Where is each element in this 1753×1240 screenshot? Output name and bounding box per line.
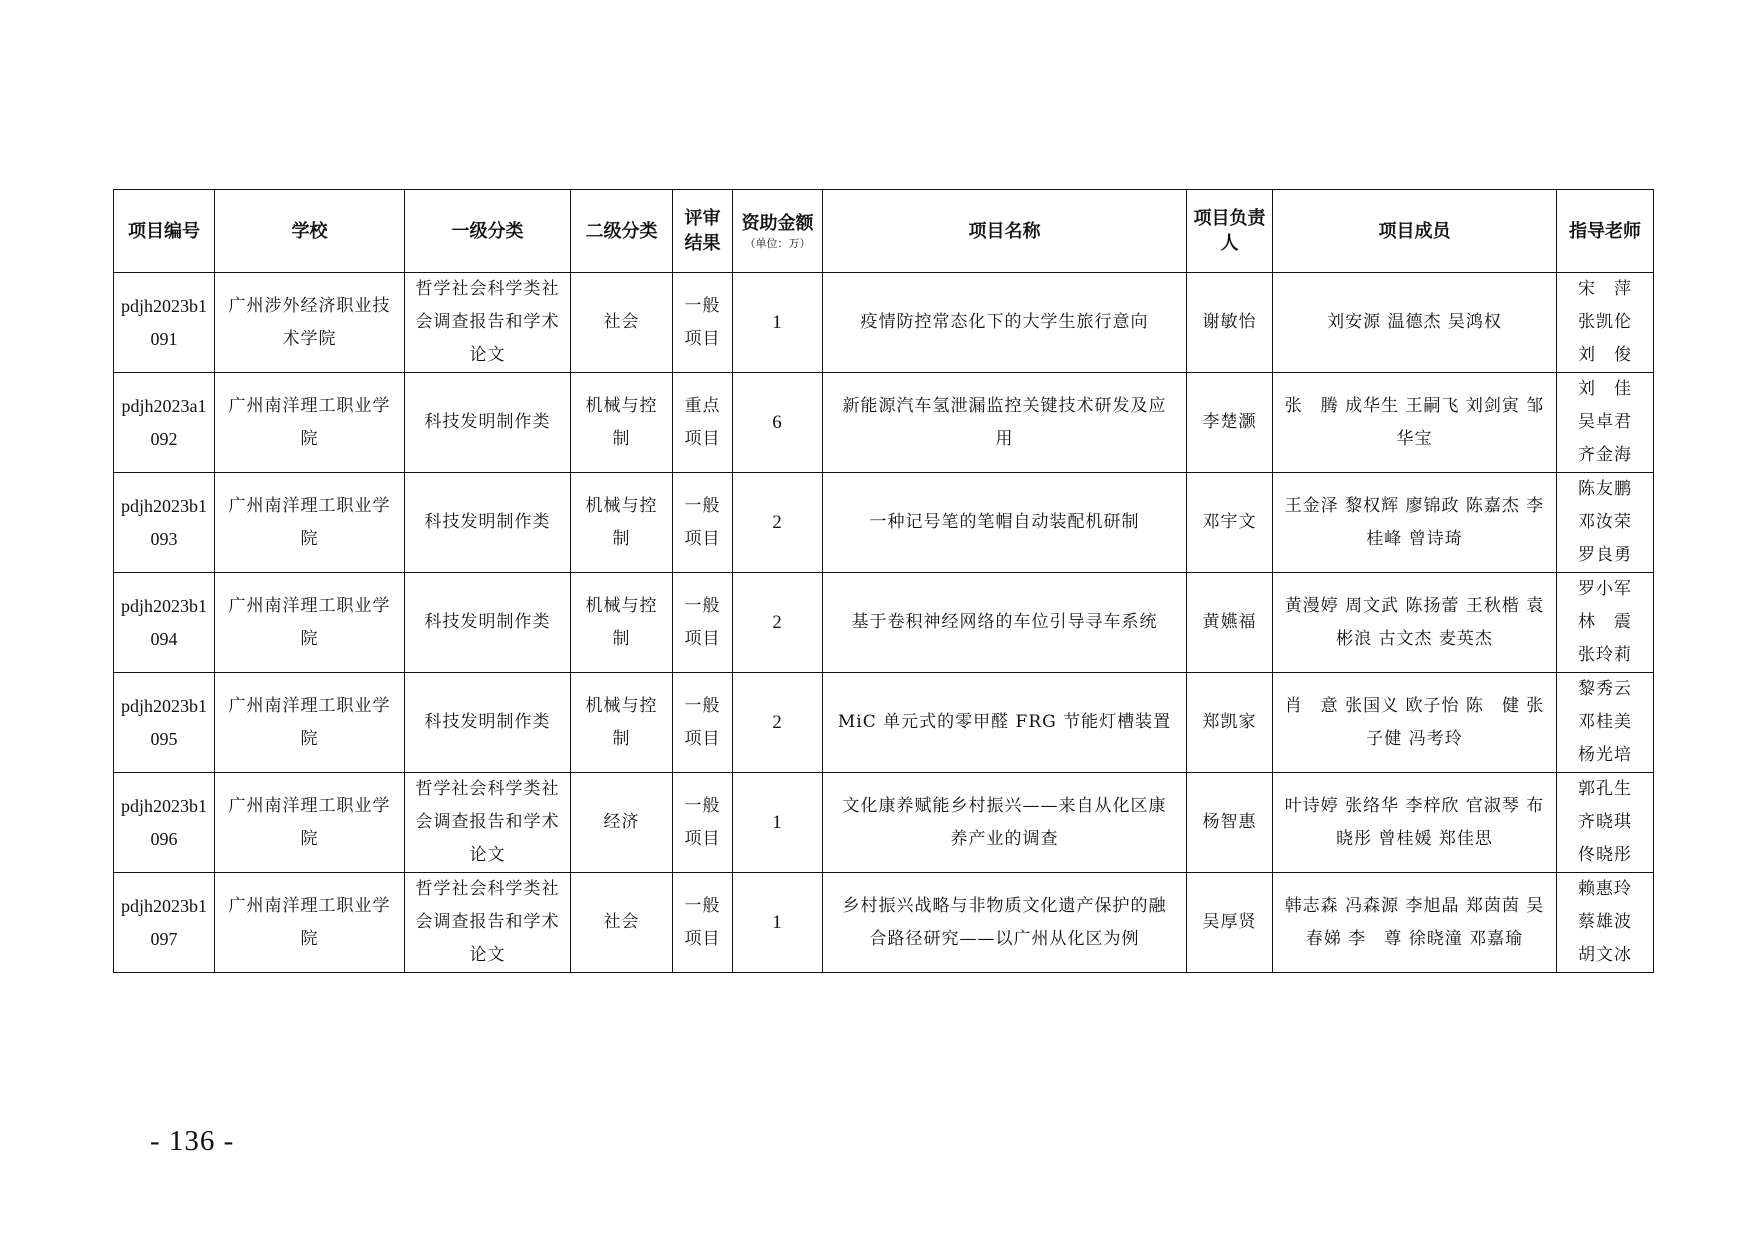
teacher-name: 张玲莉	[1578, 645, 1632, 665]
cell-category2: 机械与控制	[571, 373, 673, 473]
cell-amount: 6	[733, 373, 823, 473]
teacher-name: 胡文冰	[1578, 945, 1632, 965]
cell-leader: 谢敏怡	[1187, 273, 1273, 373]
cell-project-name: 基于卷积神经网络的车位引导寻车系统	[823, 573, 1187, 673]
cell-members: 叶诗婷 张络华 李梓欣 官淑琴 布晓彤 曾桂媛 郑佳思	[1273, 773, 1557, 873]
cell-code: pdjh2023b1093	[114, 473, 215, 573]
header-code: 项目编号	[114, 190, 215, 273]
project-table-container	[113, 189, 1653, 973]
table-row	[114, 873, 1654, 973]
teacher-name: 邓汝荣	[1578, 512, 1632, 532]
cell-category2: 社会	[571, 873, 673, 973]
cell-leader: 吴厚贤	[1187, 873, 1273, 973]
cell-category1: 哲学社会科学类社会调查报告和学术论文	[405, 873, 571, 973]
cell-school: 广州涉外经济职业技术学院	[215, 273, 405, 373]
cell-result: 重点项目	[673, 373, 733, 473]
table-row	[114, 273, 1654, 373]
cell-amount: 2	[733, 573, 823, 673]
cell-category1: 哲学社会科学类社会调查报告和学术论文	[405, 773, 571, 873]
cell-leader: 邓宇文	[1187, 473, 1273, 573]
table-row	[114, 473, 1654, 573]
cell-category1: 科技发明制作类	[405, 373, 571, 473]
cell-category1: 哲学社会科学类社会调查报告和学术论文	[405, 273, 571, 373]
teacher-name: 齐晓琪	[1578, 812, 1632, 832]
teacher-name: 佟晓彤	[1578, 845, 1632, 865]
teacher-name: 赖惠玲	[1578, 879, 1632, 899]
cell-code: pdjh2023b1097	[114, 873, 215, 973]
cell-result: 一般项目	[673, 473, 733, 573]
teacher-name: 吴卓君	[1578, 412, 1632, 432]
cell-code: pdjh2023b1096	[114, 773, 215, 873]
cell-teachers	[1557, 873, 1654, 973]
cell-result: 一般项目	[673, 573, 733, 673]
cell-project-name: 新能源汽车氢泄漏监控关键技术研发及应用	[823, 373, 1187, 473]
teacher-name: 杨光培	[1578, 745, 1632, 765]
header-result: 评审结果	[673, 190, 733, 273]
teacher-name: 邓桂美	[1578, 712, 1632, 732]
teacher-name: 罗良勇	[1578, 545, 1632, 565]
project-table	[113, 189, 1654, 973]
cell-teachers	[1557, 673, 1654, 773]
teacher-name: 齐金海	[1578, 445, 1632, 465]
cell-leader: 杨智惠	[1187, 773, 1273, 873]
cell-leader: 李楚灏	[1187, 373, 1273, 473]
cell-school: 广州南洋理工职业学院	[215, 673, 405, 773]
cell-category1: 科技发明制作类	[405, 473, 571, 573]
cell-teachers	[1557, 473, 1654, 573]
cell-category2: 机械与控制	[571, 573, 673, 673]
cell-category2: 社会	[571, 273, 673, 373]
header-teachers: 指导老师	[1557, 190, 1654, 273]
teacher-name: 郭孔生	[1578, 779, 1632, 799]
cell-result: 一般项目	[673, 773, 733, 873]
header-leader: 项目负责人	[1187, 190, 1273, 273]
teacher-name: 张凯伦	[1578, 312, 1632, 332]
teacher-name: 黎秀云	[1578, 679, 1632, 699]
cell-teachers	[1557, 573, 1654, 673]
header-amount	[733, 190, 823, 273]
header-category2: 二级分类	[571, 190, 673, 273]
cell-code: pdjh2023a1092	[114, 373, 215, 473]
teacher-name: 林 震	[1578, 612, 1632, 632]
cell-result: 一般项目	[673, 673, 733, 773]
cell-members: 肖 意 张国义 欧子怡 陈 健 张子健 冯考玲	[1273, 673, 1557, 773]
table-row	[114, 673, 1654, 773]
cell-teachers	[1557, 273, 1654, 373]
cell-project-name: 一种记号笔的笔帽自动装配机研制	[823, 473, 1187, 573]
header-amount-label: 资助金额	[741, 212, 814, 234]
cell-category2: 机械与控制	[571, 673, 673, 773]
teacher-name: 刘 俊	[1578, 345, 1632, 365]
cell-code: pdjh2023b1091	[114, 273, 215, 373]
table-row	[114, 773, 1654, 873]
cell-members: 王金泽 黎权辉 廖锦政 陈嘉杰 李桂峰 曾诗琦	[1273, 473, 1557, 573]
table-header-row	[114, 190, 1654, 273]
cell-teachers	[1557, 773, 1654, 873]
header-amount-unit: （单位：万）	[744, 236, 811, 250]
cell-school: 广州南洋理工职业学院	[215, 473, 405, 573]
cell-project-name: MiC 单元式的零甲醛 FRG 节能灯槽装置	[823, 673, 1187, 773]
cell-project-name: 疫情防控常态化下的大学生旅行意向	[823, 273, 1187, 373]
header-school: 学校	[215, 190, 405, 273]
cell-project-name: 乡村振兴战略与非物质文化遗产保护的融合路径研究——以广州从化区为例	[823, 873, 1187, 973]
cell-amount: 1	[733, 773, 823, 873]
table-row	[114, 373, 1654, 473]
cell-school: 广州南洋理工职业学院	[215, 873, 405, 973]
teacher-name: 宋 萍	[1578, 279, 1632, 299]
cell-school: 广州南洋理工职业学院	[215, 573, 405, 673]
cell-result: 一般项目	[673, 873, 733, 973]
cell-category2: 经济	[571, 773, 673, 873]
cell-category1: 科技发明制作类	[405, 573, 571, 673]
header-members: 项目成员	[1273, 190, 1557, 273]
cell-leader: 郑凯家	[1187, 673, 1273, 773]
cell-leader: 黄嬿福	[1187, 573, 1273, 673]
teacher-name: 陈友鹏	[1578, 479, 1632, 499]
cell-category2: 机械与控制	[571, 473, 673, 573]
cell-members: 黄漫婷 周文武 陈扬蕾 王秋楷 袁彬浪 古文杰 麦英杰	[1273, 573, 1557, 673]
cell-result: 一般项目	[673, 273, 733, 373]
cell-amount: 2	[733, 473, 823, 573]
page-number: - 136 -	[150, 1125, 235, 1157]
cell-code: pdjh2023b1095	[114, 673, 215, 773]
cell-project-name: 文化康养赋能乡村振兴——来自从化区康养产业的调查	[823, 773, 1187, 873]
cell-members: 韩志森 冯森源 李旭晶 郑茵茵 吴春娣 李 尊 徐晓潼 邓嘉瑜	[1273, 873, 1557, 973]
cell-members: 张 腾 成华生 王嗣飞 刘剑寅 邹华宝	[1273, 373, 1557, 473]
cell-members: 刘安源 温德杰 吴鸿权	[1273, 273, 1557, 373]
cell-amount: 2	[733, 673, 823, 773]
cell-teachers	[1557, 373, 1654, 473]
header-category1: 一级分类	[405, 190, 571, 273]
cell-school: 广州南洋理工职业学院	[215, 773, 405, 873]
cell-amount: 1	[733, 873, 823, 973]
cell-school: 广州南洋理工职业学院	[215, 373, 405, 473]
cell-category1: 科技发明制作类	[405, 673, 571, 773]
table-row	[114, 573, 1654, 673]
teacher-name: 蔡雄波	[1578, 912, 1632, 932]
header-name: 项目名称	[823, 190, 1187, 273]
cell-code: pdjh2023b1094	[114, 573, 215, 673]
teacher-name: 罗小军	[1578, 579, 1632, 599]
teacher-name: 刘 佳	[1578, 379, 1632, 399]
cell-amount: 1	[733, 273, 823, 373]
